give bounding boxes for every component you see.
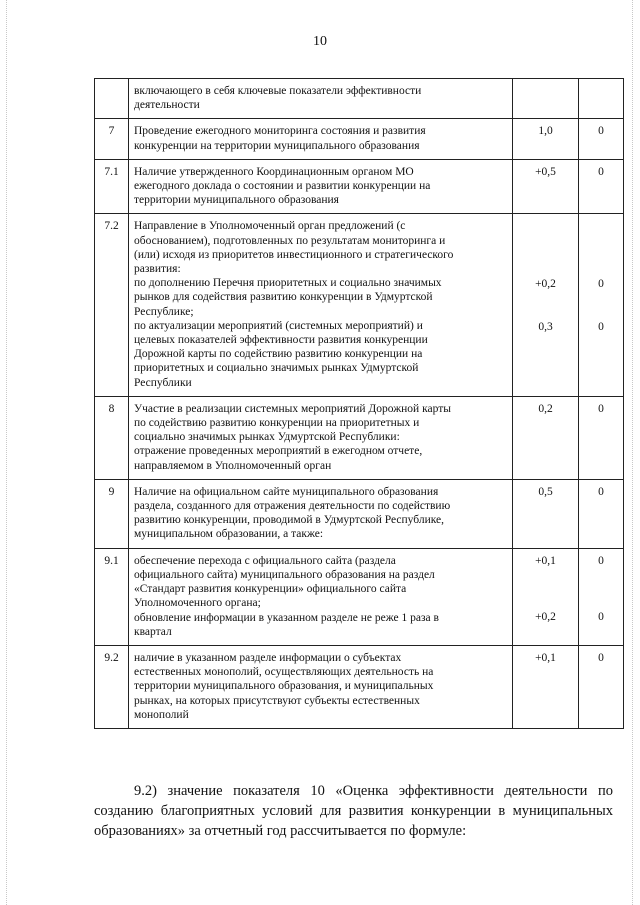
row-text-line: развития: bbox=[134, 263, 181, 276]
table-row bbox=[95, 214, 624, 396]
row-text-line: обновление информации в указанном разделе не реже 1 раза в bbox=[134, 611, 439, 624]
row-text bbox=[129, 214, 513, 396]
row-text-line: Наличие на официальном сайте муниципального образования bbox=[134, 485, 439, 498]
score-value: 0,5 bbox=[538, 485, 553, 498]
row-zero bbox=[579, 119, 624, 159]
score-value: +0,2 bbox=[535, 610, 556, 623]
table-row bbox=[95, 79, 624, 119]
row-text-line: приоритетных и социально значимых рынках Удмуртской bbox=[134, 362, 419, 375]
row-number: 8 bbox=[95, 396, 129, 479]
zero-value: 0 bbox=[598, 165, 604, 178]
row-text-line: официального сайта) муниципального образования на раздел bbox=[134, 568, 435, 581]
zero-value: 0 bbox=[598, 485, 604, 498]
zero-value: 0 bbox=[598, 554, 604, 567]
zero-value: 0 bbox=[598, 320, 604, 333]
score-value: 0,2 bbox=[538, 402, 553, 415]
row-number: 9.2 bbox=[95, 645, 129, 728]
table-row bbox=[95, 396, 624, 479]
zero-value: 0 bbox=[598, 610, 604, 623]
row-text-line: по актуализации мероприятий (системных мероприятий) и bbox=[134, 319, 423, 332]
row-text-line: Дорожной карты по содействию развитию конкуренции на bbox=[134, 348, 423, 361]
scan-right-edge bbox=[632, 0, 633, 905]
zero-value: 0 bbox=[598, 125, 604, 138]
spacer bbox=[513, 568, 578, 610]
row-text-line: муниципальном образовании, а также: bbox=[134, 528, 324, 541]
spacer bbox=[579, 292, 623, 320]
row-zero bbox=[579, 79, 624, 119]
row-score bbox=[513, 159, 579, 214]
row-text-line: «Стандарт развития конкуренции» официального сайта bbox=[134, 583, 407, 596]
row-text-line: территории муниципального образования, и муниципальных bbox=[134, 680, 434, 693]
table-row bbox=[95, 548, 624, 645]
row-text-line: направляемом в Уполномоченный орган bbox=[134, 459, 332, 472]
table-row bbox=[95, 119, 624, 159]
row-number: 9 bbox=[95, 479, 129, 548]
row-text bbox=[129, 645, 513, 728]
table-row bbox=[95, 479, 624, 548]
spacer bbox=[579, 568, 623, 610]
row-zero bbox=[579, 645, 624, 728]
row-score bbox=[513, 79, 579, 119]
table-row bbox=[95, 159, 624, 214]
row-text-line: по дополнению Перечня приоритетных и социально значимых bbox=[134, 277, 442, 290]
row-text-line: Республике; bbox=[134, 305, 194, 318]
row-number: 9.1 bbox=[95, 548, 129, 645]
row-number bbox=[95, 79, 129, 119]
row-text-line: Наличие утвержденного Координационным органом МО bbox=[134, 165, 414, 178]
row-text-line: Участие в реализации системных мероприятий Дорожной карты bbox=[134, 402, 451, 415]
row-text bbox=[129, 548, 513, 645]
score-value: +0,5 bbox=[535, 165, 556, 178]
score-value: 0,3 bbox=[538, 320, 553, 333]
criteria-table bbox=[94, 78, 624, 729]
row-score bbox=[513, 119, 579, 159]
row-text-line: рынках, на которых присутствуют субъекты естественных bbox=[134, 694, 420, 707]
table-row bbox=[95, 645, 624, 728]
row-score bbox=[513, 479, 579, 548]
row-text bbox=[129, 396, 513, 479]
zero-value: 0 bbox=[598, 278, 604, 291]
row-score bbox=[513, 645, 579, 728]
row-text-line: развитию конкуренции, проводимой в Удмуртской Республике, bbox=[134, 514, 445, 527]
row-text-line: Направление в Уполномоченный орган предложений (с bbox=[134, 220, 406, 233]
row-text-line: обеспечение перехода с официального сайта (раздела bbox=[134, 554, 396, 567]
row-score bbox=[513, 214, 579, 396]
row-zero bbox=[579, 396, 624, 479]
zero-value: 0 bbox=[598, 402, 604, 415]
row-text-line: территории муниципального образования bbox=[134, 194, 339, 207]
row-text-line: Проведение ежегодного мониторинга состояния и развития bbox=[134, 125, 426, 138]
row-zero bbox=[579, 479, 624, 548]
row-text-line: по содействию развитию конкуренции на приоритетных и bbox=[134, 417, 420, 430]
scan-left-edge bbox=[6, 0, 7, 905]
row-text-line: квартал bbox=[134, 625, 172, 638]
row-text-line: включающего в себя ключевые показатели эффективности bbox=[134, 85, 422, 97]
row-text-line: раздела, созданного для отражения деятельности по содействию bbox=[134, 500, 451, 513]
row-text-line: обоснованием), подготовленных по результатам мониторинга и bbox=[134, 234, 446, 247]
row-text-line: отражение проведенных мероприятий в ежегодном отчете, bbox=[134, 445, 423, 458]
row-text-line: социально значимых рынках Удмуртской Республики: bbox=[134, 431, 400, 444]
row-text-line: Республики bbox=[134, 376, 192, 389]
score-value: +0,2 bbox=[535, 278, 556, 291]
row-text-line: монополий bbox=[134, 708, 189, 721]
row-text-line: рынков для содействия развитию конкуренции в Удмуртской bbox=[134, 291, 433, 304]
row-zero bbox=[579, 214, 624, 396]
row-text-line: целевых показателей эффективности развития конкуренции bbox=[134, 334, 428, 347]
row-text-line: ежегодного доклада о состоянии и развитии конкуренции на bbox=[134, 180, 431, 193]
row-text-line: естественных монополий, осуществляющих деятельность на bbox=[134, 666, 434, 679]
row-text bbox=[129, 119, 513, 159]
row-score bbox=[513, 396, 579, 479]
row-number: 7.1 bbox=[95, 159, 129, 214]
row-zero bbox=[579, 159, 624, 214]
row-score bbox=[513, 548, 579, 645]
row-text bbox=[129, 159, 513, 214]
row-text-line: наличие в указанном разделе информации о субъектах bbox=[134, 651, 402, 664]
formula-paragraph bbox=[94, 781, 613, 841]
row-number: 7.2 bbox=[95, 214, 129, 396]
row-zero bbox=[579, 548, 624, 645]
row-text-line: Уполномоченного органа; bbox=[134, 597, 261, 610]
score-value: +0,1 bbox=[535, 554, 556, 567]
row-text-line: (или) исходя из приоритетов инвестиционного и стратегического bbox=[134, 248, 454, 261]
row-number: 7 bbox=[95, 119, 129, 159]
formula-text: 9.2) значение показателя 10 «Оценка эффективности деятельности по созданию благоприятных условий для развития конкуренции в муниципальных образованиях» за отчетный год рассчитывается по формуле: bbox=[94, 782, 613, 839]
row-text-line: конкуренции на территории муниципального образования bbox=[134, 139, 420, 152]
row-text-line: деятельности bbox=[134, 99, 200, 112]
row-text bbox=[129, 479, 513, 548]
spacer bbox=[513, 292, 578, 320]
score-value: 1,0 bbox=[538, 125, 553, 138]
zero-value: 0 bbox=[598, 651, 604, 664]
page-number: 10 bbox=[313, 34, 327, 49]
row-text bbox=[129, 79, 513, 119]
score-value: +0,1 bbox=[535, 651, 556, 664]
